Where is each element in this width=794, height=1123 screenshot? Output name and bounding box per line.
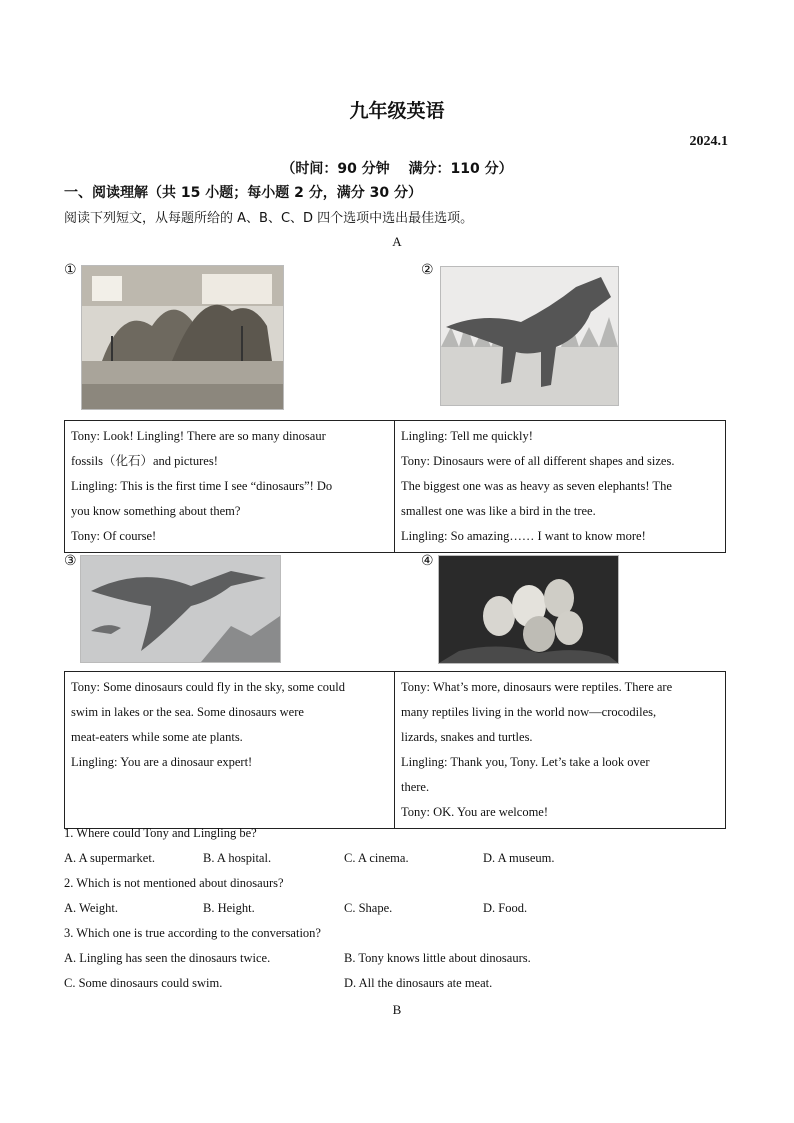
dialog-2-right xyxy=(395,672,726,829)
dialog-table-2 xyxy=(64,671,726,829)
museum-fossil-photo xyxy=(81,265,284,410)
dialog-1-right xyxy=(395,421,726,553)
dialog-line: Tony: Dinosaurs were of all different shapes and sizes. xyxy=(401,454,675,468)
dialog-line: Tony: What’s more, dinosaurs were reptiles. There are xyxy=(401,680,673,694)
dialog-line: Lingling: You are a dinosaur expert! xyxy=(71,755,253,769)
question-2-option-b[interactable]: B. Height. xyxy=(203,901,255,915)
question-1-option-c[interactable]: C. A cinema. xyxy=(344,851,409,865)
dialog-2-left xyxy=(65,672,395,829)
question-2-option-d[interactable]: D. Food. xyxy=(483,901,528,915)
dialog-line: Tony: Look! Lingling! There are so many dinosaur xyxy=(71,429,326,443)
dialog-line: Lingling: So amazing…… I want to know more! xyxy=(401,529,646,543)
dialog-line: Tony: Of course! xyxy=(71,529,157,543)
passage-label-a: A xyxy=(392,234,402,249)
t-rex-illustration xyxy=(440,266,619,406)
picture-number-3: ③ xyxy=(64,554,77,569)
dialog-line: Lingling: This is the first time I see “dinosaurs”! Do xyxy=(71,479,333,493)
picture-number-1: ① xyxy=(64,263,77,278)
dialog-line: Lingling: Thank you, Tony. Let’s take a look over xyxy=(401,755,650,769)
section-instruction: 阅读下列短文，从每题所给的 A、B、C、D 四个选项中选出最佳选项。 xyxy=(64,211,474,226)
question-3-option-c[interactable]: C. Some dinosaurs could swim. xyxy=(64,976,223,990)
page-title: 九年级英语 xyxy=(349,100,445,122)
dialog-table-1 xyxy=(64,420,726,553)
pterosaur-illustration xyxy=(80,555,281,663)
exam-time-score: （时间：90 分钟 满分：110 分） xyxy=(281,161,513,177)
passage-label-b: B xyxy=(392,1002,402,1017)
picture-number-4: ④ xyxy=(421,554,434,569)
dialog-line: lizards, snakes and turtles. xyxy=(401,730,533,744)
question-2-option-c[interactable]: C. Shape. xyxy=(344,901,393,915)
exam-date: 2024.1 xyxy=(689,134,728,149)
dialog-line: Lingling: Tell me quickly! xyxy=(401,429,533,443)
dinosaur-eggs-photo xyxy=(438,555,619,664)
question-3-option-b[interactable]: B. Tony knows little about dinosaurs. xyxy=(344,951,531,965)
question-3-option-a[interactable]: A. Lingling has seen the dinosaurs twice. xyxy=(64,951,271,965)
dialog-line: Tony: OK. You are welcome! xyxy=(401,805,549,819)
question-2-stem: 2. Which is not mentioned about dinosaurs? xyxy=(64,876,284,890)
dialog-line: swim in lakes or the sea. Some dinosaurs were xyxy=(71,705,304,719)
question-3-stem: 3. Which one is true according to the conversation? xyxy=(64,926,321,940)
dialog-line: you know something about them? xyxy=(71,504,241,518)
dialog-line: fossils（化石）and pictures! xyxy=(71,454,218,468)
dialog-1-left xyxy=(65,421,395,553)
question-2-option-a[interactable]: A. Weight. xyxy=(64,901,118,915)
dialog-line: The biggest one was as heavy as seven elephants! The xyxy=(401,479,672,493)
dialog-line: smallest one was like a bird in the tree. xyxy=(401,504,596,518)
dialog-line: meat-eaters while some ate plants. xyxy=(71,730,243,744)
question-1-stem: 1. Where could Tony and Lingling be? xyxy=(64,826,257,840)
question-3-option-d[interactable]: D. All the dinosaurs ate meat. xyxy=(344,976,493,990)
dialog-line: Tony: Some dinosaurs could fly in the sky, some could xyxy=(71,680,345,694)
dialog-line: many reptiles living in the world now—crocodiles, xyxy=(401,705,657,719)
question-1-option-b[interactable]: B. A hospital. xyxy=(203,851,272,865)
picture-number-2: ② xyxy=(421,263,434,278)
dialog-line: there. xyxy=(401,780,430,794)
question-1-option-a[interactable]: A. A supermarket. xyxy=(64,851,155,865)
section-heading: 一、阅读理解（共 15 小题；每小题 2 分，满分 30 分） xyxy=(64,185,422,201)
question-1-option-d[interactable]: D. A museum. xyxy=(483,851,555,865)
